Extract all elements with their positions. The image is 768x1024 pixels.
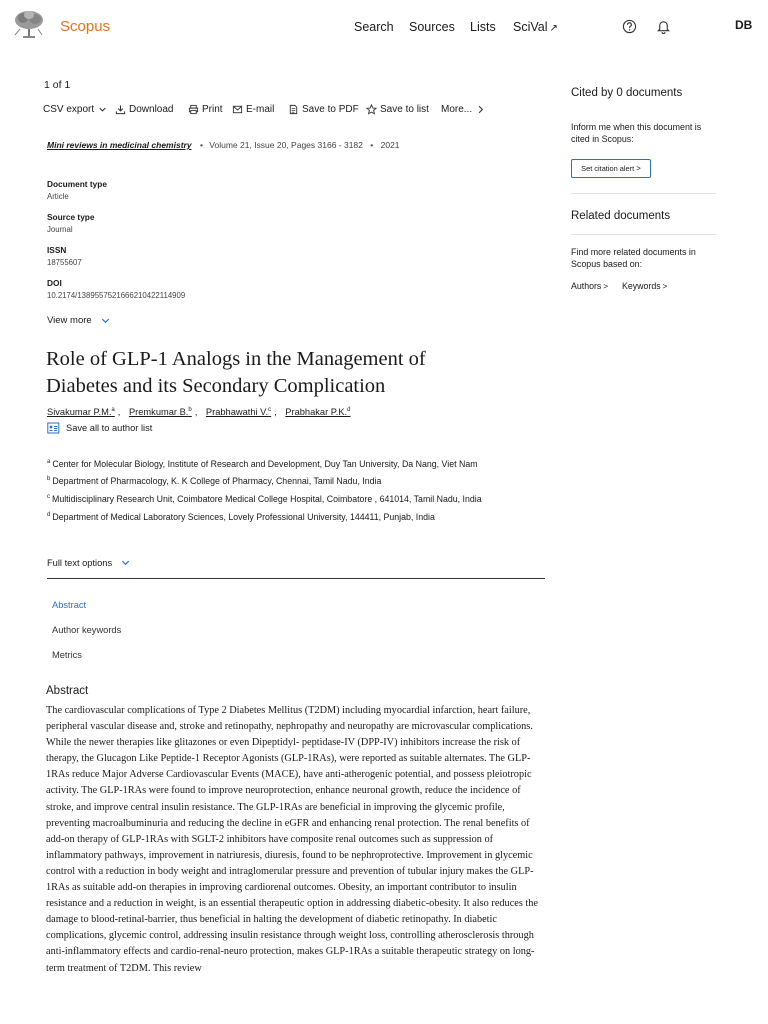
nav-lists[interactable]: Lists (470, 20, 496, 34)
save-all-label: Save all to author list (66, 423, 153, 433)
user-avatar[interactable]: DB (735, 18, 753, 32)
more-label: More... (441, 104, 473, 115)
nav-sources[interactable]: Sources (409, 20, 455, 34)
view-more-label: View more (47, 315, 92, 326)
print-button[interactable] (188, 104, 223, 115)
download-icon (115, 104, 126, 115)
author-list-icon (47, 422, 60, 434)
author-name: Prabhakar P.K. (285, 407, 348, 418)
save-to-list-label: Save to list (380, 104, 429, 115)
email-button[interactable] (232, 104, 274, 115)
save-all-to-author-list-button[interactable] (47, 422, 152, 434)
doi-value[interactable]: 10.2174/1389557521666210422114909 (47, 291, 186, 300)
nav-scival-label: SciVal (513, 20, 548, 34)
affiliation-marker: a (47, 459, 51, 466)
email-label: E-mail (246, 104, 275, 115)
chevron-right-icon: > (603, 282, 608, 291)
chevron-down-icon (120, 557, 131, 568)
related-by-authors-link[interactable] (571, 281, 608, 291)
doi-label: DOI (47, 278, 62, 288)
top-navigation-bar (0, 0, 768, 56)
affiliation-item (47, 494, 482, 504)
save-to-pdf-label: Save to PDF (302, 104, 359, 115)
author-separator: , (274, 407, 277, 418)
related-documents-heading: Related documents (571, 210, 671, 222)
related-authors-label: Authors (571, 281, 602, 291)
author-name: Sivakumar P.M. (47, 407, 112, 418)
related-by-keywords-link[interactable] (622, 281, 667, 291)
sidebar-divider (571, 234, 716, 235)
affiliation-marker: c (47, 494, 50, 501)
source-type-value: Journal (47, 225, 73, 234)
author-link[interactable] (285, 407, 350, 417)
print-label: Print (202, 104, 223, 115)
author-separator: , (194, 407, 198, 418)
help-icon[interactable] (622, 19, 637, 34)
affiliation-text: Center for Molecular Biology, Institute of Research and Development, Duy Tan University, Da Nang, Viet Nam (52, 459, 478, 469)
chevron-right-icon (475, 104, 486, 115)
document-icon (288, 104, 299, 115)
affiliation-marker: a (111, 407, 115, 413)
print-icon (188, 104, 199, 115)
author-link[interactable] (129, 407, 192, 417)
more-button[interactable] (441, 104, 486, 115)
document-title (46, 346, 526, 400)
issn-label: ISSN (47, 245, 67, 255)
chevron-right-icon: > (636, 164, 641, 173)
section-link-metrics[interactable]: Metrics (52, 650, 82, 660)
document-title-line-2: Diabetes and its Secondary Complication (46, 375, 386, 397)
bullet-separator: • (370, 140, 374, 150)
section-link-author-keywords[interactable]: Author keywords (52, 625, 122, 635)
chevron-right-icon: > (662, 282, 668, 291)
set-citation-alert-button[interactable] (571, 159, 651, 178)
author-link[interactable] (47, 407, 115, 417)
email-icon (232, 104, 243, 115)
affiliation-marker: d (47, 512, 51, 519)
affiliation-item (47, 512, 435, 522)
affiliation-marker: b (188, 407, 192, 413)
document-type-label: Document type (47, 179, 107, 189)
affiliation-text: Department of Medical Laboratory Sciences, Lovely Professional University, 144411, Punjab, India (52, 512, 435, 522)
set-citation-alert-label: Set citation alert (581, 164, 635, 173)
inform-me-text: Inform me when this document is cited in Scopus: (571, 122, 702, 144)
abstract-heading: Abstract (46, 685, 89, 697)
chevron-down-icon (100, 315, 111, 326)
nav-search[interactable]: Search (354, 20, 394, 34)
external-link-icon: ↗ (549, 23, 558, 34)
volume-pages: Volume 21, Issue 20, Pages 3166 - 3182 (209, 140, 363, 150)
related-documents-text: Find more related documents in Scopus based on: (571, 247, 696, 269)
download-button[interactable] (115, 104, 173, 115)
result-counter: 1 of 1 (44, 79, 71, 91)
document-type-value: Article (47, 192, 69, 201)
full-text-options-button[interactable] (47, 557, 131, 568)
source-type-label: Source type (47, 212, 95, 222)
csv-export-button[interactable] (43, 104, 108, 115)
journal-link[interactable]: Mini reviews in medicinal chemistry (47, 140, 192, 150)
save-to-list-button[interactable] (366, 104, 429, 115)
affiliation-text: Multidisciplinary Research Unit, Coimbatore Medical College Hospital, Coimbatore , 641014, Tamil Nadu, India (52, 494, 482, 504)
affiliation-marker: c (268, 407, 272, 413)
abstract-text: The cardiovascular complications of Type 2 Diabetes Mellitus (T2DM) including myocardial infarction, heart failure, peripheral vascular disease and, stroke and retinopathy, nephropathy and neuropathy are microvascular complications. While the newer therapies like glitazones or even Dipeptidyl- peptidase-IV (DPP-IV) inhibitors increase the risk of therapy, the Glucagon Like Peptide-1 Receptor Agonists (GLP-1RAs), were reported as suitable alternates. The GLP-1RAs reduce Major Adverse Cardiovascular Events (MACE), have anti-atherogenic potential, and possess pleiotropic activity. The GLP-1RAs were found to improve neuroprotection, enhance neuronal growth, reduce the incidence of stroke, and improve central insulin resistance. The GLP-1RAs are beneficial in improving the glycemic profile, preventing macroalbuminuria and reducing the decline in eGFR and enhancing renal protection. The renal benefits of add-on therapy of GLP-1RAs with SGLT-2 inhibitors have composite renal outcomes such as suppression of inflammatory pathways, improvement in natriuresis, diuresis, found to be nephroprotective. Improvement in glycemic control with a reduction in body weight and intraglomerular pressure and prevention of tubular injury makes the GLP-1RAs as suitable add-on therapies in improving cardiorenal outcomes. Obesity, an important contributor to insulin resistance and a reduction in weight, is an essential therapeutic option in addressing diabetic-obesity. It also reduces the damage to blood-retinal-barrier, thus beneficial in halting the development of diabetic retinopathy. In diabetic complications, glycemic control, addressing insulin resistance through weight loss, controlling atherosclerosis through anti-inflammatory effects and cardio-renal-neuro protection, makes GLP-1RAs a suitable therapeutic strategy on long-term treatment of T2DM. This review (46, 705, 538, 974)
author-name: Prabhawathi V. (205, 407, 269, 418)
related-keywords-label: Keywords (622, 281, 661, 291)
affiliation-marker: d (347, 407, 351, 413)
section-link-abstract[interactable]: Abstract (52, 600, 87, 610)
author-name: Premkumar B. (128, 407, 189, 418)
affiliation-item (47, 476, 381, 486)
csv-export-label: CSV export (43, 104, 95, 115)
bell-icon[interactable] (656, 19, 671, 34)
affiliation-text: Department of Pharmacology, K. K College of Pharmacy, Chennai, Tamil Nadu, India (52, 476, 382, 486)
full-text-options-label: Full text options (47, 557, 113, 568)
cited-by-heading: Cited by 0 documents (571, 87, 683, 99)
issn-value: 18755607 (47, 258, 82, 267)
view-more-button[interactable] (47, 315, 111, 326)
save-to-pdf-button[interactable] (288, 104, 359, 115)
source-line (47, 140, 400, 150)
download-label: Download (129, 104, 174, 115)
publication-year: 2021 (380, 140, 400, 150)
divider (47, 578, 545, 579)
elsevier-tree-logo[interactable] (11, 9, 47, 39)
author-list (47, 407, 351, 417)
nav-scival[interactable] (513, 20, 558, 34)
scopus-brand[interactable]: Scopus (60, 18, 111, 35)
star-icon (366, 104, 377, 115)
chevron-down-icon (97, 104, 108, 115)
affiliation-item (47, 459, 478, 469)
author-link[interactable] (206, 407, 271, 417)
sidebar-divider (571, 193, 716, 194)
bullet-separator: • (199, 140, 203, 150)
document-title-line-1: Role of GLP-1 Analogs in the Management of (46, 348, 426, 370)
author-separator: , (117, 407, 121, 418)
affiliation-marker: b (47, 476, 51, 483)
